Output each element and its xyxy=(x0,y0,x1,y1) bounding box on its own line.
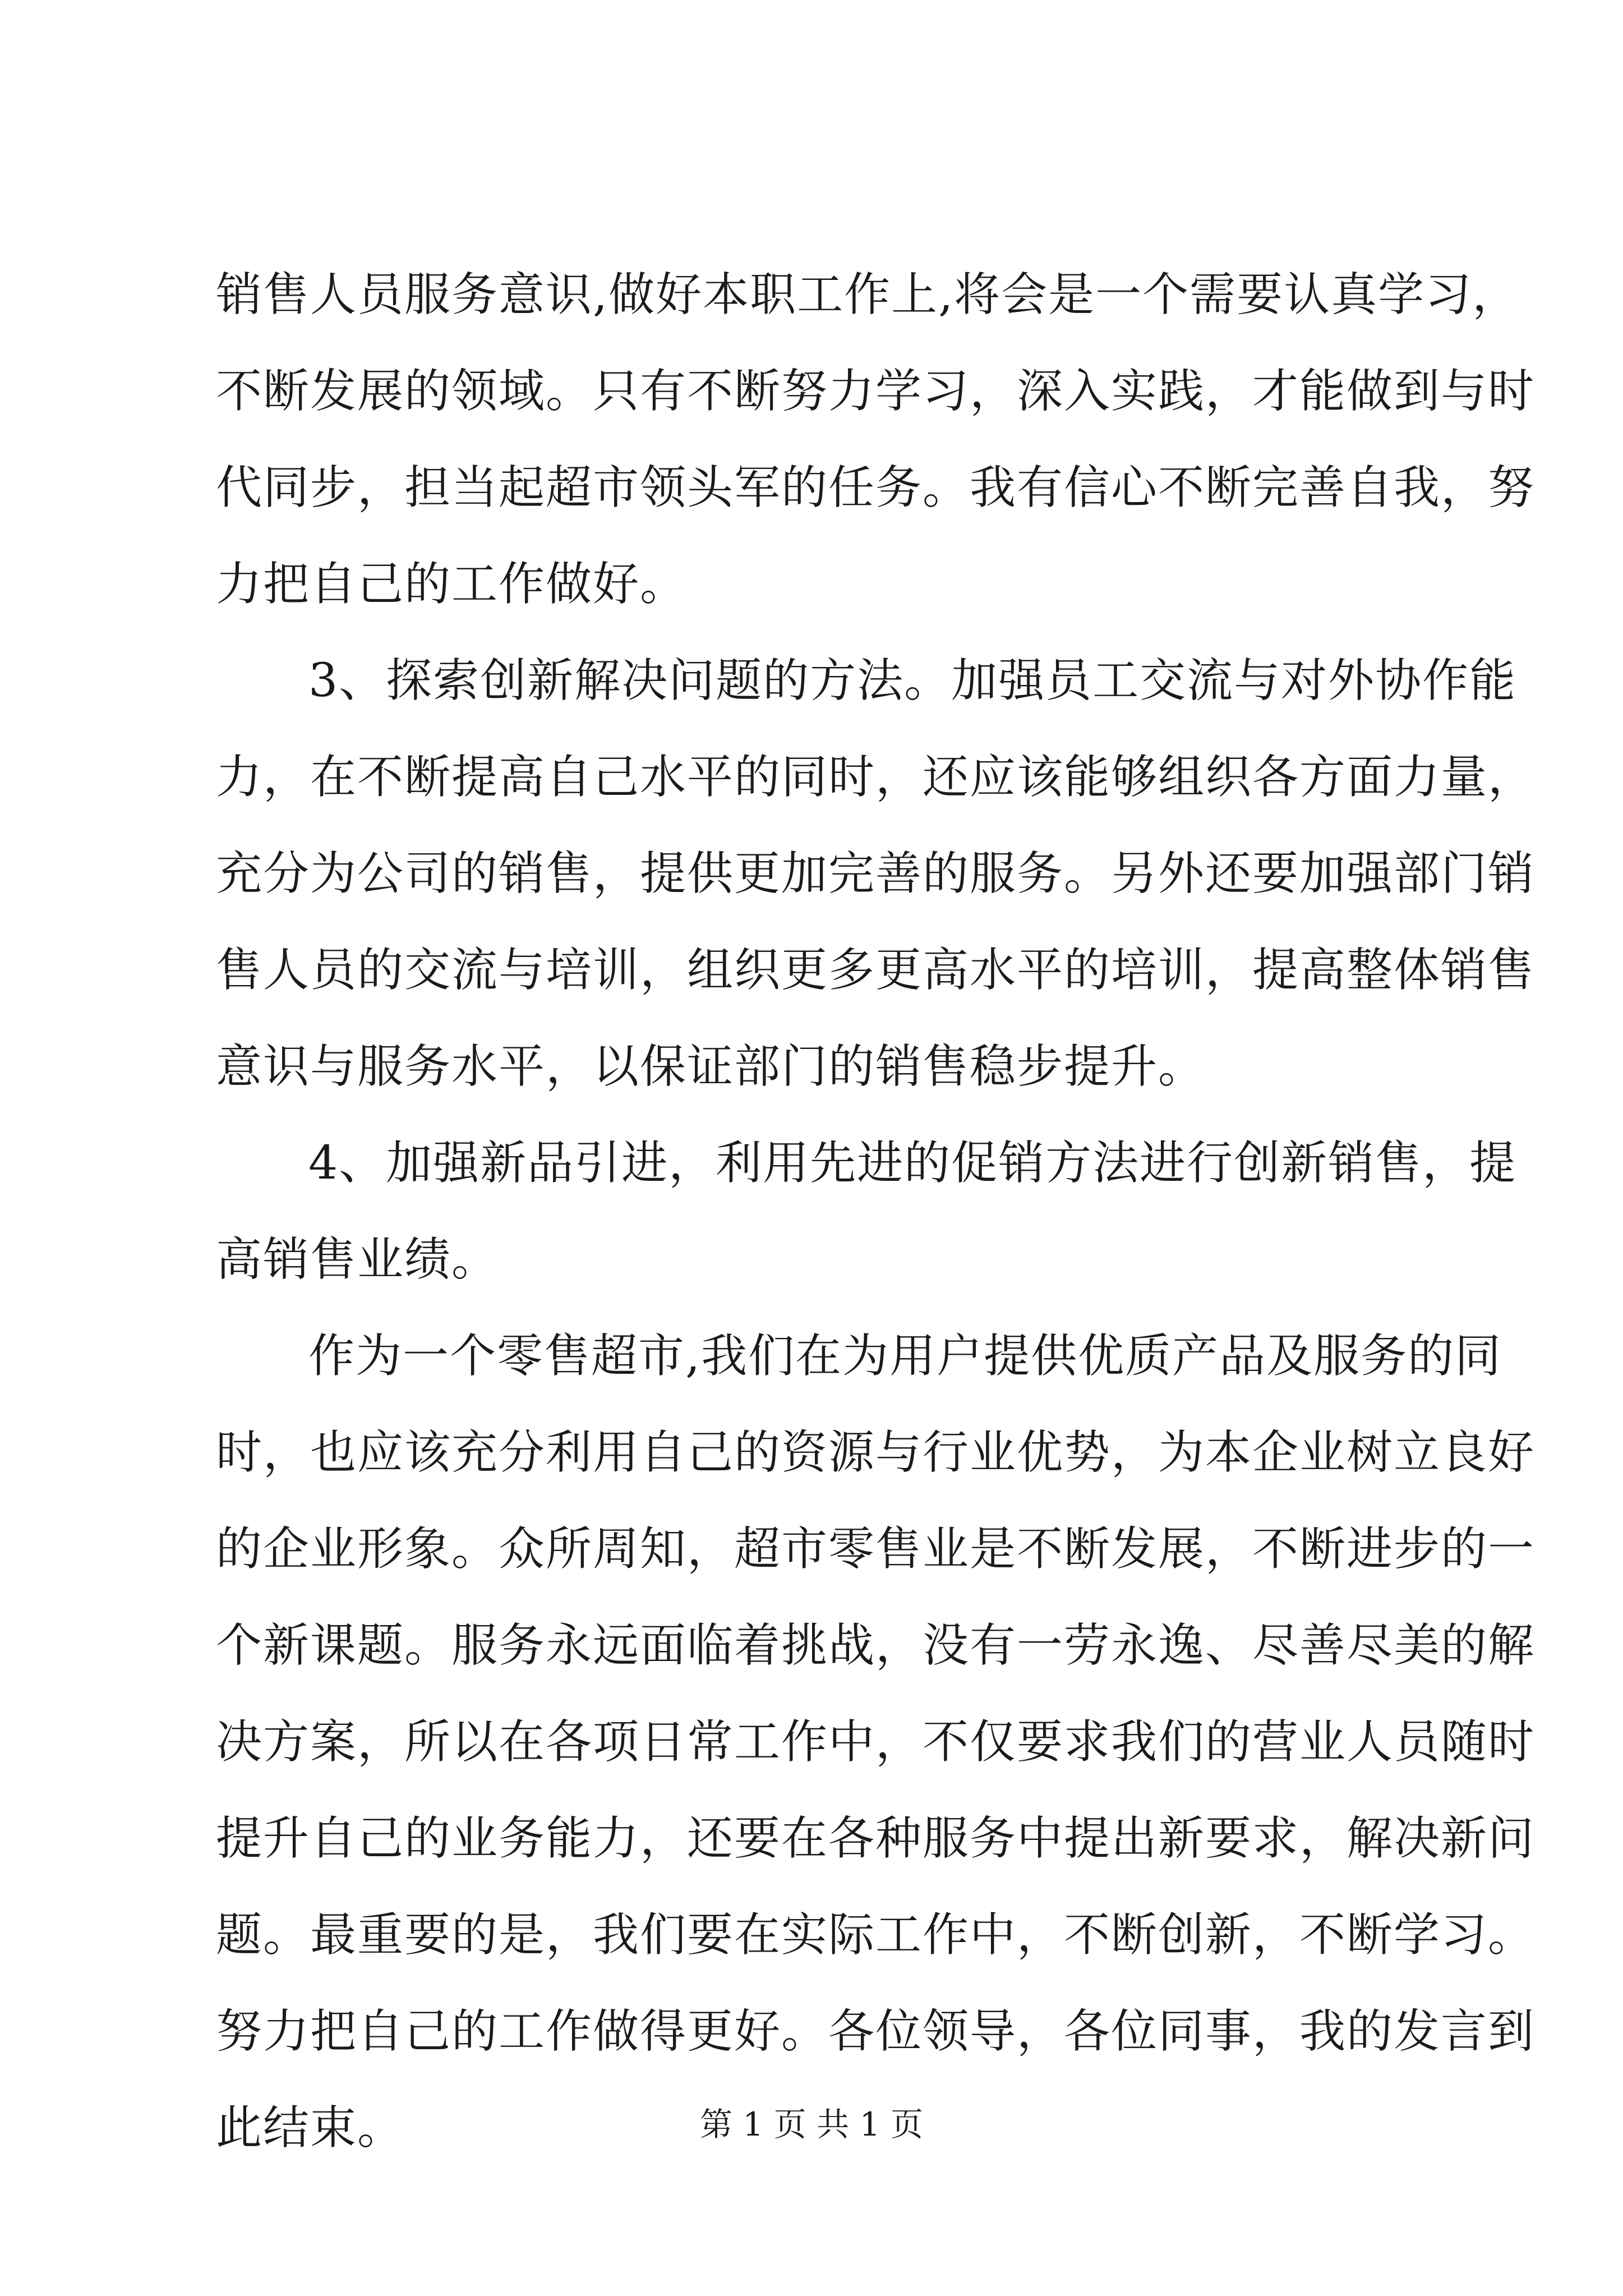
paragraph-start-line: 作为一个零售超市,我们在为用户提供优质产品及服务的同 xyxy=(308,1329,1502,1383)
text-line: 的企业形象。众所周知，超市零售业是不断发展，不断进步的一 xyxy=(216,1522,1536,1576)
text-line: 个新课题。服务永远面临着挑战，没有一劳永逸、尽善尽美的解 xyxy=(216,1619,1536,1672)
text-line: 充分为公司的销售，提供更加完善的服务。另外还要加强部门销 xyxy=(216,847,1536,900)
paragraph-start-line: 4、加强新品引进，利用先进的促销方法进行创新销售，提 xyxy=(308,1137,1517,1190)
text-line: 此结束。 xyxy=(216,2101,405,2155)
text-line: 意识与服务水平，以保证部门的销售稳步提升。 xyxy=(216,1040,1206,1093)
text-line: 题。最重要的是，我们要在实际工作中，不断创新，不断学习。 xyxy=(216,1908,1536,1962)
text-line: 提升自己的业务能力，还要在各种服务中提出新要求，解决新问 xyxy=(216,1812,1536,1865)
text-line: 高销售业绩。 xyxy=(216,1233,499,1286)
text-line: 时，也应该充分利用自己的资源与行业优势，为本企业树立良好 xyxy=(216,1426,1536,1479)
text-line: 努力把自己的工作做得更好。各位领导，各位同事，我的发言到 xyxy=(216,2005,1536,2058)
page-footer: 第 1 页 共 1 页 xyxy=(700,2105,923,2143)
document-body xyxy=(216,247,1536,2177)
text-line: 力，在不断提高自己水平的同时，还应该能够组织各方面力量， xyxy=(216,751,1536,804)
paragraph-start-line: 3、探索创新解决问题的方法。加强员工交流与对外协作能 xyxy=(308,654,1517,707)
text-line: 不断发展的领域。只有不断努力学习，深入实践，才能做到与时 xyxy=(216,365,1536,418)
text-line: 决方案，所以在各项日常工作中，不仅要求我们的营业人员随时 xyxy=(216,1715,1536,1769)
text-line: 销售人员服务意识,做好本职工作上,将会是一个需要认真学习， xyxy=(216,268,1520,321)
text-line: 代同步，担当起超市领头军的任务。我有信心不断完善自我，努 xyxy=(216,461,1536,514)
text-line: 力把自己的工作做好。 xyxy=(216,558,688,611)
text-line: 售人员的交流与培训，组织更多更高水平的培训，提高整体销售 xyxy=(216,944,1536,997)
